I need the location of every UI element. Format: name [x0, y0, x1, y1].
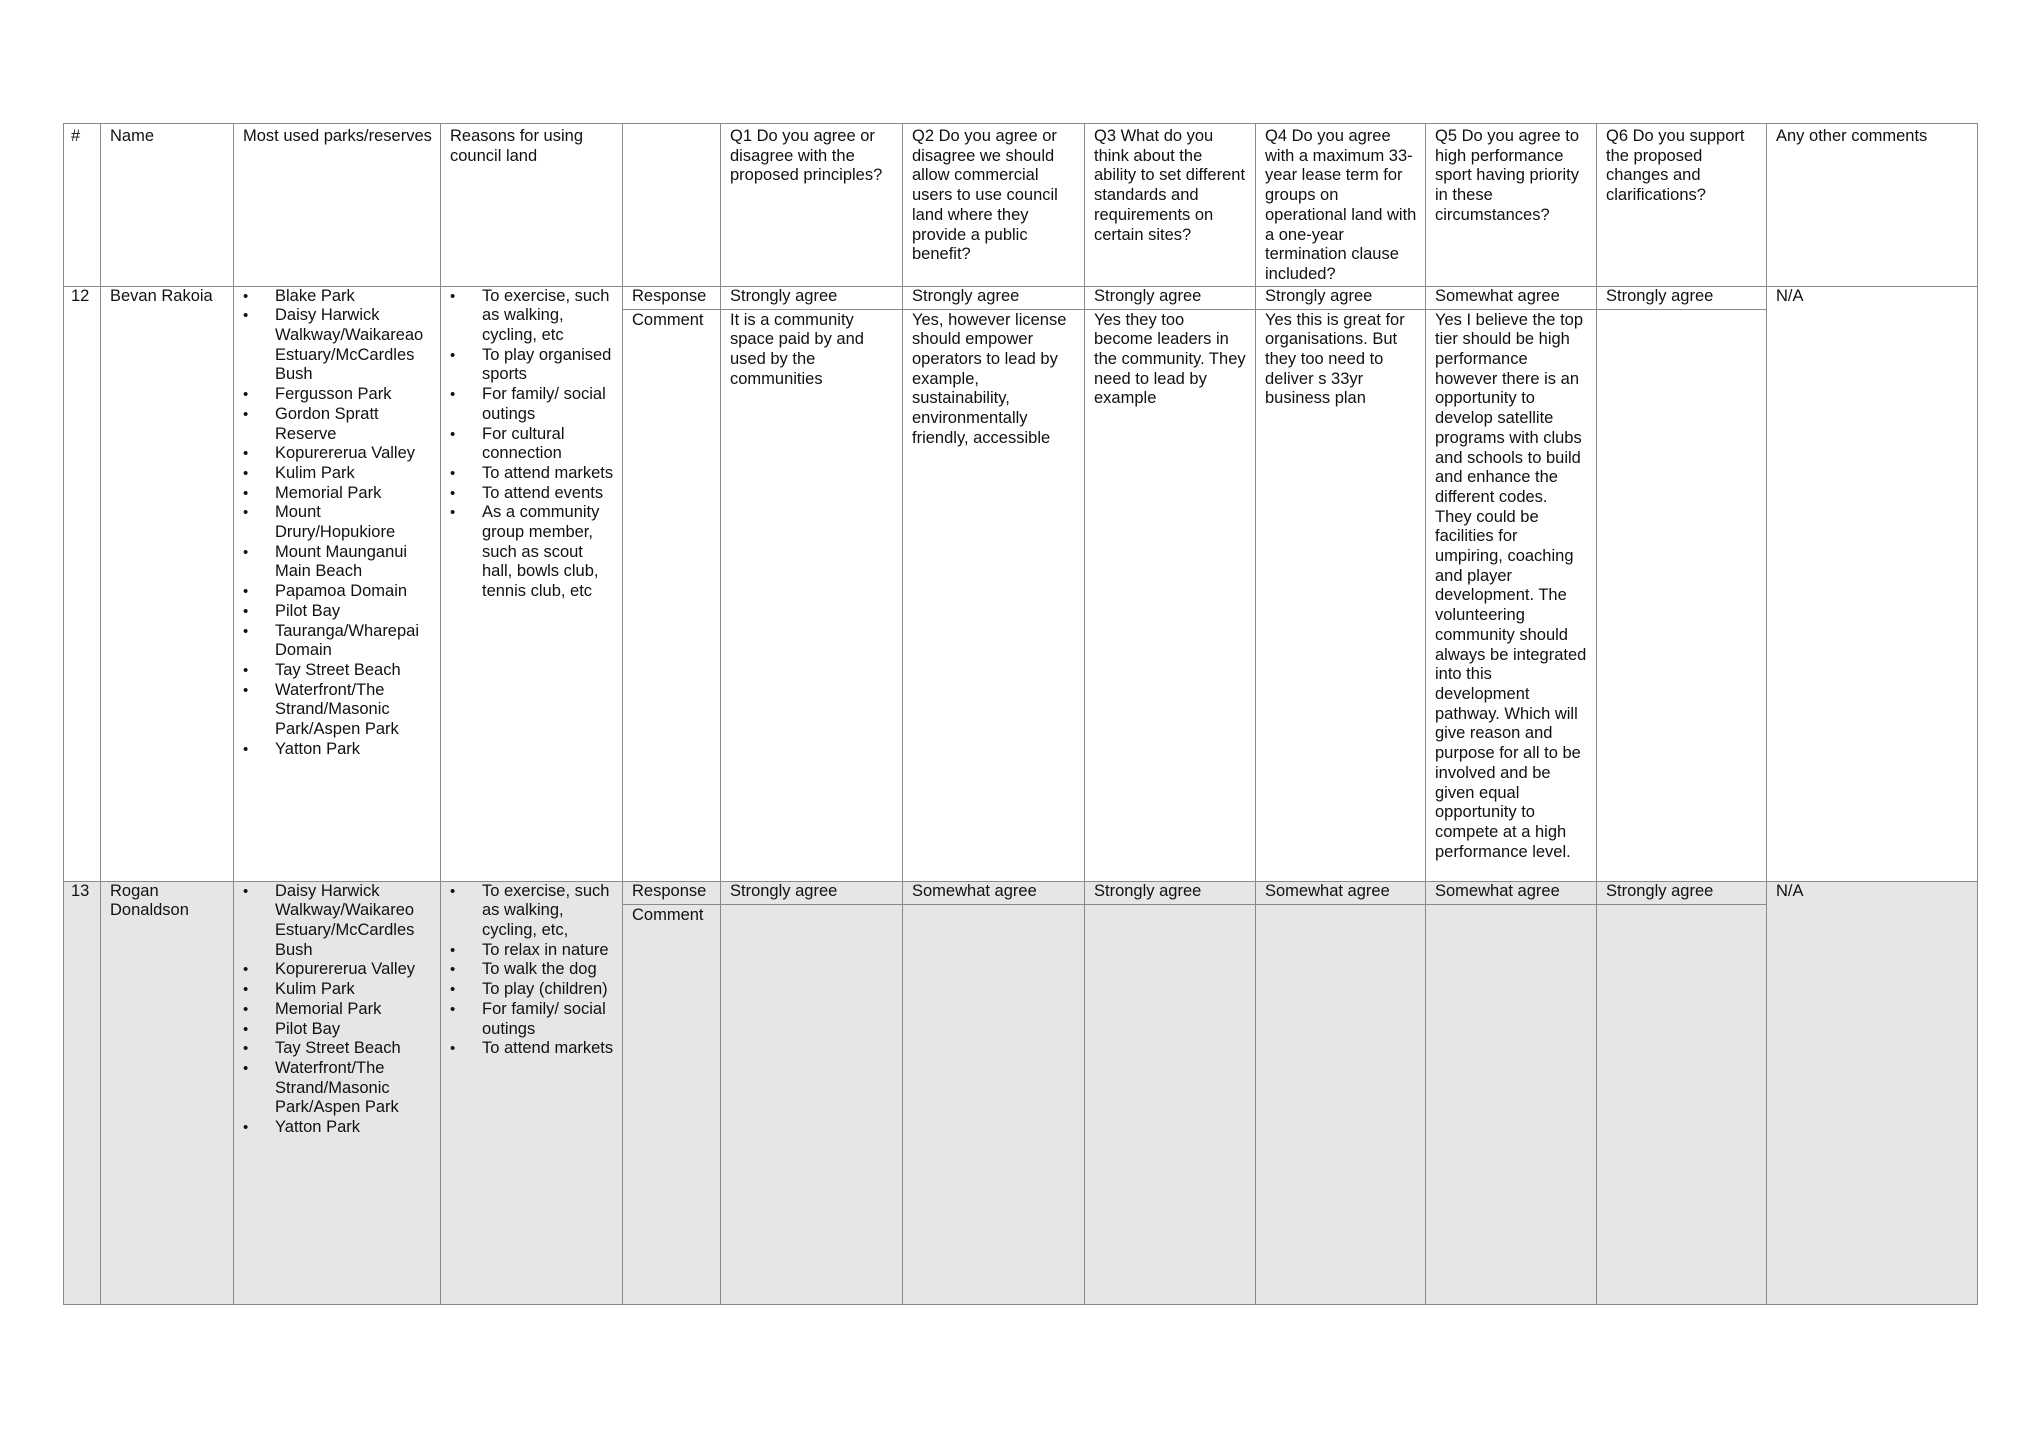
list-item: • Yatton Park [243, 1118, 432, 1138]
submission-number: 12 [64, 286, 101, 881]
q6-comment [1597, 309, 1767, 881]
list-item: • To walk the dog [450, 960, 614, 980]
parks-list [243, 287, 432, 760]
q1-comment [721, 904, 903, 1304]
submitter-name: Bevan Rakoia [101, 286, 234, 881]
q3-comment: Yes they too become leaders in the community. They need to lead by example [1085, 309, 1256, 881]
header-reasons: Reasons for using council land [441, 124, 623, 287]
list-item: • Kulim Park [243, 464, 432, 484]
q3-comment [1085, 904, 1256, 1304]
q2-response: Somewhat agree [903, 881, 1085, 904]
list-item: • Mount Drury/Hopukiore [243, 503, 432, 542]
q5-comment: Yes I believe the top tier should be high performance however there is an opportunity to develop satellite programs with clubs and schools to build and enhance the different codes. They could be facilities for umpiring, coaching and player development. The volunteering community should always be integrated into this development pathway. Which will give reason and purpose for all to be involved and be given equal opportunity to compete at a high performance level. [1426, 309, 1597, 881]
q6-response: Strongly agree [1597, 881, 1767, 904]
list-item: • As a community group member, such as scout hall, bowls club, tennis club, etc [450, 503, 614, 602]
list-item: • Tay Street Beach [243, 661, 432, 681]
list-item: • Kulim Park [243, 980, 432, 1000]
response-label: Response [623, 881, 721, 904]
q4-comment: Yes this is great for organisations. But they too need to deliver s 33yr business plan [1256, 309, 1426, 881]
list-item: • For family/ social outings [450, 1000, 614, 1039]
parks-list [243, 882, 432, 1138]
reasons-list [450, 882, 614, 1059]
list-item: • Mount Maunganui Main Beach [243, 543, 432, 582]
parks-cell [234, 286, 441, 881]
header-name: Name [101, 124, 234, 287]
list-item: • Kopurererua Valley [243, 960, 432, 980]
submission-number: 13 [64, 881, 101, 1304]
response-label: Response [623, 286, 721, 309]
list-item: • Memorial Park [243, 484, 432, 504]
reasons-cell [441, 881, 623, 1304]
list-item: • To attend markets [450, 464, 614, 484]
q2-response: Strongly agree [903, 286, 1085, 309]
submitter-name: Rogan Donaldson [101, 881, 234, 1304]
reasons-list [450, 287, 614, 602]
q4-response: Somewhat agree [1256, 881, 1426, 904]
q4-comment [1256, 904, 1426, 1304]
list-item: • Kopurererua Valley [243, 444, 432, 464]
list-item: • To exercise, such as walking, cycling, etc, [450, 882, 614, 941]
q4-response: Strongly agree [1256, 286, 1426, 309]
q1-comment: It is a community space paid by and used by the communities [721, 309, 903, 881]
q2-comment: Yes, however license should empower operators to lead by example, sustainability, environmentally friendly, accessible [903, 309, 1085, 881]
q5-comment [1426, 904, 1597, 1304]
header-q2: Q2 Do you agree or disagree we should allow commercial users to use council land where they provide a public benefit? [903, 124, 1085, 287]
submission-12-response-row [64, 286, 1978, 309]
reasons-cell [441, 286, 623, 881]
q1-response: Strongly agree [721, 286, 903, 309]
list-item: • Fergusson Park [243, 385, 432, 405]
list-item: • To relax in nature [450, 941, 614, 961]
submissions-page [63, 123, 1977, 1305]
list-item: • Pilot Bay [243, 1020, 432, 1040]
list-item: • For cultural connection [450, 425, 614, 464]
list-item: • To play (children) [450, 980, 614, 1000]
other-comments: N/A [1767, 286, 1978, 881]
other-comments: N/A [1767, 881, 1978, 1304]
q6-response: Strongly agree [1597, 286, 1767, 309]
list-item: • To attend markets [450, 1039, 614, 1059]
list-item: • Papamoa Domain [243, 582, 432, 602]
list-item: • For family/ social outings [450, 385, 614, 424]
list-item: • Memorial Park [243, 1000, 432, 1020]
list-item: • Tauranga/Wharepai Domain [243, 622, 432, 661]
header-q5: Q5 Do you agree to high performance sport having priority in these circumstances? [1426, 124, 1597, 287]
list-item: • Yatton Park [243, 740, 432, 760]
q5-response: Somewhat agree [1426, 881, 1597, 904]
list-item: • To exercise, such as walking, cycling, etc [450, 287, 614, 346]
q6-comment [1597, 904, 1767, 1304]
header-parks: Most used parks/reserves [234, 124, 441, 287]
submissions-table [63, 123, 1978, 1305]
header-q3: Q3 What do you think about the ability to set different standards and requirements on certain sites? [1085, 124, 1256, 287]
header-other-comments: Any other comments [1767, 124, 1978, 287]
q2-comment [903, 904, 1085, 1304]
list-item: • Daisy Harwick Walkway/Waikareao Estuary/McCardles Bush [243, 306, 432, 385]
list-item: • To attend events [450, 484, 614, 504]
list-item: • Pilot Bay [243, 602, 432, 622]
comment-label: Comment [623, 309, 721, 881]
list-item: • Gordon Spratt Reserve [243, 405, 432, 444]
list-item: • Tay Street Beach [243, 1039, 432, 1059]
q3-response: Strongly agree [1085, 881, 1256, 904]
header-type [623, 124, 721, 287]
list-item: • Waterfront/The Strand/Masonic Park/Aspen Park [243, 681, 432, 740]
parks-cell [234, 881, 441, 1304]
list-item: • Blake Park [243, 287, 432, 307]
comment-label: Comment [623, 904, 721, 1304]
q1-response: Strongly agree [721, 881, 903, 904]
header-q4: Q4 Do you agree with a maximum 33-year lease term for groups on operational land with a one-year termination clause included? [1256, 124, 1426, 287]
q3-response: Strongly agree [1085, 286, 1256, 309]
q5-response: Somewhat agree [1426, 286, 1597, 309]
header-q1: Q1 Do you agree or disagree with the proposed principles? [721, 124, 903, 287]
list-item: • To play organised sports [450, 346, 614, 385]
header-number: # [64, 124, 101, 287]
list-item: • Waterfront/The Strand/Masonic Park/Aspen Park [243, 1059, 432, 1118]
list-item: • Daisy Harwick Walkway/Waikareo Estuary/McCardles Bush [243, 882, 432, 961]
header-row [64, 124, 1978, 287]
header-q6: Q6 Do you support the proposed changes and clarifications? [1597, 124, 1767, 287]
submission-13-response-row [64, 881, 1978, 904]
